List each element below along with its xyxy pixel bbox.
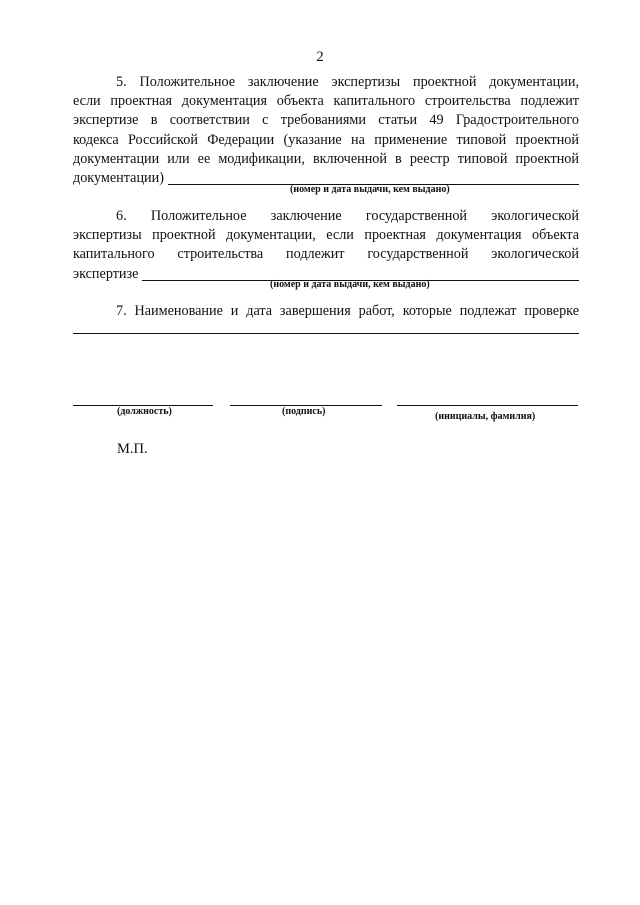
page-number: 2 [316, 49, 324, 65]
item-5-line: экспертизе в соответствии с требованиями статьи 49 Градостроительного [73, 112, 579, 129]
item-5-line: 5. Положительное заключение экспертизы проектной документации, [116, 74, 579, 90]
position-caption: (должность) [117, 406, 172, 417]
item-5-paragraph [73, 73, 579, 188]
name-line[interactable] [397, 405, 578, 406]
item-6-paragraph [73, 207, 579, 284]
item-6-line: экспертизе [73, 265, 139, 282]
name-caption: (инициалы, фамилия) [435, 411, 536, 422]
item-5-line: если проектная документация объекта капитального строительства подлежит [73, 93, 579, 110]
signature-caption: (подпись) [282, 406, 326, 417]
item-6-line: экспертизы проектной документации, если проектная документация объекта [73, 227, 579, 244]
item-5-line: документации) [73, 170, 164, 187]
item-5-caption: (номер и дата выдачи, кем выдано) [290, 184, 450, 195]
item-7-paragraph [73, 302, 579, 321]
item-5-line: кодекса Российской Федерации (указание на применение типовой проектной [73, 131, 579, 148]
item-6-caption: (номер и дата выдачи, кем выдано) [270, 279, 430, 290]
item-6-line: капитального строительства подлежит государственной экологической [73, 246, 579, 263]
item-5-line: документации или ее модификации, включенной в реестр типовой проектной [73, 150, 579, 167]
stamp-label: М.П. [117, 441, 148, 457]
item-6-line: 6. Положительное заключение государственной экологической [116, 208, 579, 224]
item-7-line: 7. Наименование и дата завершения работ, которые подлежат проверке [116, 303, 579, 319]
item-7-fill-line[interactable] [73, 333, 579, 334]
